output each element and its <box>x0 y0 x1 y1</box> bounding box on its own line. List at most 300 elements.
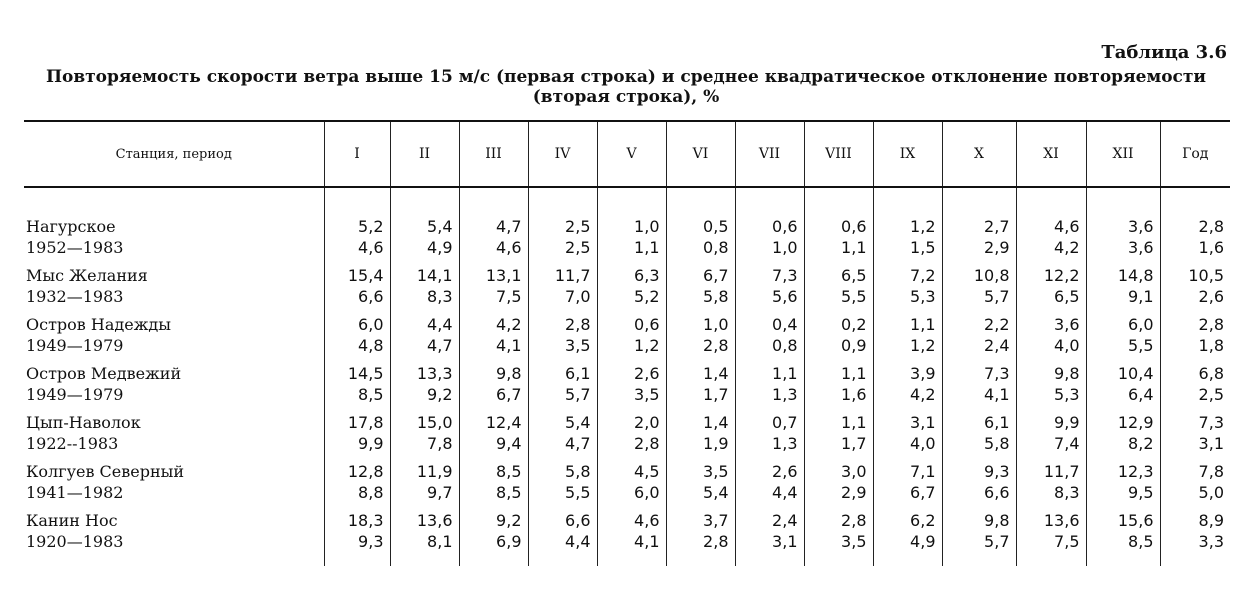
std-deviation-value: 6,6 <box>984 483 1010 502</box>
value-cell <box>1016 361 1086 410</box>
month-header: VI <box>666 121 735 187</box>
std-deviation-value: 2,8 <box>634 434 660 453</box>
frequency-value: 13,6 <box>1043 511 1080 530</box>
month-header: V <box>597 121 666 187</box>
month-header: II <box>390 121 459 187</box>
std-deviation-value: 4,4 <box>772 483 798 502</box>
station-name: Колгуев Северный <box>26 462 185 481</box>
value-cell <box>597 263 666 312</box>
std-deviation-value: 2,9 <box>984 238 1010 257</box>
station-name: Остров Надежды <box>26 315 172 334</box>
station-row <box>24 263 1230 312</box>
std-deviation-value: 6,6 <box>358 287 384 306</box>
frequency-value: 9,2 <box>496 511 522 530</box>
value-cell <box>735 508 804 566</box>
station-row <box>24 410 1230 459</box>
value-cell <box>1086 508 1160 566</box>
value-cell <box>390 459 459 508</box>
value-cell <box>1086 410 1160 459</box>
frequency-value: 4,6 <box>1054 217 1080 236</box>
value-cell <box>735 410 804 459</box>
frequency-value: 4,6 <box>634 511 660 530</box>
std-deviation-value: 8,5 <box>1128 532 1154 551</box>
value-cell <box>804 263 873 312</box>
frequency-value: 13,1 <box>485 266 522 285</box>
frequency-value: 9,8 <box>496 364 522 383</box>
std-deviation-value: 6,7 <box>910 483 936 502</box>
std-deviation-value: 4,0 <box>1054 336 1080 355</box>
frequency-value: 3,5 <box>703 462 729 481</box>
std-deviation-value: 8,3 <box>1054 483 1080 502</box>
std-deviation-value: 1,9 <box>703 434 729 453</box>
std-deviation-value: 9,2 <box>427 385 453 404</box>
std-deviation-value: 5,7 <box>984 287 1010 306</box>
frequency-value: 3,1 <box>910 413 936 432</box>
frequency-value: 17,8 <box>347 413 384 432</box>
value-cell <box>873 312 942 361</box>
frequency-value: 1,1 <box>910 315 936 334</box>
frequency-value: 6,0 <box>1128 315 1154 334</box>
value-cell <box>1086 459 1160 508</box>
frequency-value: 7,3 <box>1198 413 1224 432</box>
value-cell <box>804 312 873 361</box>
std-deviation-value: 6,9 <box>496 532 522 551</box>
value-cell <box>804 508 873 566</box>
std-deviation-value: 2,4 <box>984 336 1010 355</box>
std-deviation-value: 4,9 <box>427 238 453 257</box>
value-cell <box>1160 263 1230 312</box>
std-deviation-value: 0,8 <box>703 238 729 257</box>
std-deviation-value: 5,7 <box>565 385 591 404</box>
frequency-value: 5,4 <box>565 413 591 432</box>
value-cell <box>390 187 459 263</box>
table-number: Таблица 3.6 <box>1101 42 1227 63</box>
station-row <box>24 361 1230 410</box>
value-cell <box>390 361 459 410</box>
month-header: XI <box>1016 121 1086 187</box>
frequency-value: 6,7 <box>703 266 729 285</box>
month-header: III <box>459 121 528 187</box>
frequency-value: 0,2 <box>841 315 867 334</box>
frequency-value: 11,7 <box>554 266 591 285</box>
station-period: 1920—1983 <box>26 532 124 551</box>
std-deviation-value: 2,8 <box>703 336 729 355</box>
value-cell <box>390 312 459 361</box>
frequency-value: 3,6 <box>1054 315 1080 334</box>
month-header: X <box>942 121 1016 187</box>
std-deviation-value: 3,5 <box>841 532 867 551</box>
station-row <box>24 508 1230 566</box>
value-cell <box>1160 312 1230 361</box>
value-cell <box>324 508 390 566</box>
value-cell <box>597 410 666 459</box>
std-deviation-value: 7,5 <box>1054 532 1080 551</box>
std-deviation-value: 9,1 <box>1128 287 1154 306</box>
frequency-value: 15,0 <box>416 413 453 432</box>
frequency-value: 4,7 <box>496 217 522 236</box>
value-cell <box>459 361 528 410</box>
value-cell <box>459 459 528 508</box>
month-header: XII <box>1086 121 1160 187</box>
station-row <box>24 187 1230 263</box>
frequency-value: 11,9 <box>416 462 453 481</box>
std-deviation-value: 5,5 <box>841 287 867 306</box>
value-cell <box>666 361 735 410</box>
frequency-value: 12,4 <box>485 413 522 432</box>
frequency-value: 14,1 <box>416 266 453 285</box>
std-deviation-value: 7,4 <box>1054 434 1080 453</box>
frequency-value: 11,7 <box>1043 462 1080 481</box>
frequency-value: 0,6 <box>772 217 798 236</box>
value-cell <box>1016 187 1086 263</box>
station-period: 1949—1979 <box>26 336 124 355</box>
value-cell <box>804 361 873 410</box>
value-cell <box>597 508 666 566</box>
value-cell <box>942 361 1016 410</box>
frequency-value: 2,6 <box>634 364 660 383</box>
std-deviation-value: 1,7 <box>841 434 867 453</box>
std-deviation-value: 4,1 <box>984 385 1010 404</box>
value-cell <box>324 312 390 361</box>
std-deviation-value: 3,3 <box>1198 532 1224 551</box>
value-cell <box>666 410 735 459</box>
std-deviation-value: 2,8 <box>703 532 729 551</box>
value-cell <box>1086 187 1160 263</box>
std-deviation-value: 2,6 <box>1198 287 1224 306</box>
std-deviation-value: 1,1 <box>634 238 660 257</box>
value-cell <box>735 312 804 361</box>
value-cell <box>804 187 873 263</box>
std-deviation-value: 5,3 <box>910 287 936 306</box>
frequency-value: 2,5 <box>565 217 591 236</box>
std-deviation-value: 4,0 <box>910 434 936 453</box>
frequency-value: 2,8 <box>1198 315 1224 334</box>
std-deviation-value: 2,5 <box>1198 385 1224 404</box>
value-cell <box>804 459 873 508</box>
value-cell <box>873 410 942 459</box>
frequency-value: 0,5 <box>703 217 729 236</box>
frequency-value: 6,1 <box>565 364 591 383</box>
std-deviation-value: 8,3 <box>427 287 453 306</box>
value-cell <box>597 187 666 263</box>
value-cell <box>666 263 735 312</box>
std-deviation-value: 4,4 <box>565 532 591 551</box>
station-cell <box>24 508 324 566</box>
frequency-value: 2,8 <box>1198 217 1224 236</box>
frequency-value: 1,0 <box>703 315 729 334</box>
value-cell <box>459 508 528 566</box>
std-deviation-value: 4,7 <box>565 434 591 453</box>
value-cell <box>324 187 390 263</box>
std-deviation-value: 4,6 <box>358 238 384 257</box>
frequency-value: 1,0 <box>634 217 660 236</box>
std-deviation-value: 9,4 <box>496 434 522 453</box>
std-deviation-value: 4,6 <box>496 238 522 257</box>
std-deviation-value: 4,1 <box>634 532 660 551</box>
value-cell <box>942 312 1016 361</box>
std-deviation-value: 5,8 <box>984 434 1010 453</box>
value-cell <box>942 459 1016 508</box>
value-cell <box>666 312 735 361</box>
value-cell <box>1160 410 1230 459</box>
value-cell <box>735 263 804 312</box>
year-header: Год <box>1160 121 1230 187</box>
frequency-value: 1,1 <box>841 364 867 383</box>
station-period: 1941—1982 <box>26 483 124 502</box>
station-cell <box>24 459 324 508</box>
frequency-value: 10,8 <box>973 266 1010 285</box>
frequency-value: 7,3 <box>984 364 1010 383</box>
frequency-value: 0,6 <box>841 217 867 236</box>
value-cell <box>324 361 390 410</box>
value-cell <box>528 187 597 263</box>
station-cell <box>24 263 324 312</box>
value-cell <box>1086 312 1160 361</box>
std-deviation-value: 6,5 <box>1054 287 1080 306</box>
value-cell <box>528 410 597 459</box>
frequency-value: 12,2 <box>1043 266 1080 285</box>
value-cell <box>1016 312 1086 361</box>
station-name: Мыс Желания <box>26 266 148 285</box>
value-cell <box>390 508 459 566</box>
frequency-value: 14,8 <box>1117 266 1154 285</box>
frequency-value: 10,5 <box>1188 266 1224 285</box>
value-cell <box>528 508 597 566</box>
value-cell <box>873 508 942 566</box>
frequency-value: 12,8 <box>347 462 384 481</box>
std-deviation-value: 1,6 <box>1198 238 1224 257</box>
std-deviation-value: 2,5 <box>565 238 591 257</box>
station-cell <box>24 361 324 410</box>
std-deviation-value: 9,7 <box>427 483 453 502</box>
value-cell <box>1160 508 1230 566</box>
std-deviation-value: 4,7 <box>427 336 453 355</box>
std-deviation-value: 3,6 <box>1128 238 1154 257</box>
frequency-value: 18,3 <box>347 511 384 530</box>
frequency-value: 2,0 <box>634 413 660 432</box>
std-deviation-value: 4,8 <box>358 336 384 355</box>
caption-line-2: (вторая строка), % <box>532 87 720 107</box>
value-cell <box>459 263 528 312</box>
frequency-value: 1,4 <box>703 364 729 383</box>
std-deviation-value: 8,5 <box>496 483 522 502</box>
std-deviation-value: 8,5 <box>358 385 384 404</box>
value-cell <box>1086 263 1160 312</box>
value-cell <box>459 187 528 263</box>
station-period: 1952—1983 <box>26 238 124 257</box>
value-cell <box>735 187 804 263</box>
std-deviation-value: 5,6 <box>772 287 798 306</box>
station-period: 1932—1983 <box>26 287 124 306</box>
station-name: Остров Медвежий <box>26 364 182 383</box>
std-deviation-value: 1,7 <box>703 385 729 404</box>
value-cell <box>1160 459 1230 508</box>
value-cell <box>666 187 735 263</box>
std-deviation-value: 5,4 <box>703 483 729 502</box>
month-header: VIII <box>804 121 873 187</box>
std-deviation-value: 0,8 <box>772 336 798 355</box>
value-cell <box>597 361 666 410</box>
frequency-value: 0,4 <box>772 315 798 334</box>
frequency-value: 8,5 <box>496 462 522 481</box>
std-deviation-value: 6,0 <box>634 483 660 502</box>
value-cell <box>459 410 528 459</box>
value-cell <box>666 508 735 566</box>
frequency-value: 3,7 <box>703 511 729 530</box>
std-deviation-value: 6,7 <box>496 385 522 404</box>
value-cell <box>1016 263 1086 312</box>
value-cell <box>804 410 873 459</box>
value-cell <box>324 410 390 459</box>
frequency-value: 8,9 <box>1198 511 1224 530</box>
value-cell <box>390 263 459 312</box>
station-period: 1949—1979 <box>26 385 124 404</box>
frequency-value: 0,7 <box>772 413 798 432</box>
value-cell <box>597 312 666 361</box>
frequency-value: 0,6 <box>634 315 660 334</box>
station-row <box>24 459 1230 508</box>
frequency-value: 1,2 <box>910 217 936 236</box>
frequency-value: 5,8 <box>565 462 591 481</box>
value-cell <box>873 361 942 410</box>
std-deviation-value: 5,8 <box>703 287 729 306</box>
frequency-value: 7,1 <box>910 462 936 481</box>
table-caption <box>22 67 1230 107</box>
station-name: Цып-Наволок <box>26 413 141 432</box>
std-deviation-value: 3,1 <box>1198 434 1224 453</box>
month-header: IV <box>528 121 597 187</box>
station-period: 1922--1983 <box>26 434 119 453</box>
std-deviation-value: 5,7 <box>984 532 1010 551</box>
frequency-value: 2,8 <box>565 315 591 334</box>
std-deviation-value: 1,0 <box>772 238 798 257</box>
value-cell <box>528 312 597 361</box>
std-deviation-value: 8,2 <box>1128 434 1154 453</box>
frequency-value: 15,4 <box>347 266 384 285</box>
frequency-value: 2,6 <box>772 462 798 481</box>
value-cell <box>942 410 1016 459</box>
std-deviation-value: 7,5 <box>496 287 522 306</box>
std-deviation-value: 3,5 <box>634 385 660 404</box>
std-deviation-value: 2,9 <box>841 483 867 502</box>
frequency-value: 9,8 <box>984 511 1010 530</box>
frequency-value: 7,3 <box>772 266 798 285</box>
std-deviation-value: 1,2 <box>910 336 936 355</box>
std-deviation-value: 7,8 <box>427 434 453 453</box>
station-name: Канин Нос <box>26 511 118 530</box>
std-deviation-value: 1,5 <box>910 238 936 257</box>
frequency-value: 2,2 <box>984 315 1010 334</box>
wind-frequency-table <box>24 120 1230 566</box>
frequency-value: 1,1 <box>772 364 798 383</box>
value-cell <box>1086 361 1160 410</box>
value-cell <box>1160 187 1230 263</box>
frequency-value: 9,3 <box>984 462 1010 481</box>
std-deviation-value: 1,8 <box>1198 336 1224 355</box>
std-deviation-value: 9,9 <box>358 434 384 453</box>
station-period-header: Станция, период <box>24 121 324 187</box>
std-deviation-value: 1,1 <box>841 238 867 257</box>
frequency-value: 6,3 <box>634 266 660 285</box>
value-cell <box>324 459 390 508</box>
std-deviation-value: 6,4 <box>1128 385 1154 404</box>
frequency-value: 4,2 <box>496 315 522 334</box>
frequency-value: 14,5 <box>347 364 384 383</box>
value-cell <box>1016 508 1086 566</box>
frequency-value: 9,9 <box>1054 413 1080 432</box>
value-cell <box>942 263 1016 312</box>
value-cell <box>528 361 597 410</box>
frequency-value: 15,6 <box>1117 511 1154 530</box>
value-cell <box>942 187 1016 263</box>
std-deviation-value: 4,2 <box>910 385 936 404</box>
value-cell <box>1016 459 1086 508</box>
header-row <box>24 121 1230 187</box>
frequency-value: 3,9 <box>910 364 936 383</box>
std-deviation-value: 3,1 <box>772 532 798 551</box>
frequency-value: 10,4 <box>1117 364 1154 383</box>
frequency-value: 2,4 <box>772 511 798 530</box>
station-row <box>24 312 1230 361</box>
value-cell <box>873 459 942 508</box>
value-cell <box>735 361 804 410</box>
value-cell <box>1016 410 1086 459</box>
table-body <box>24 187 1230 566</box>
frequency-value: 6,8 <box>1198 364 1224 383</box>
std-deviation-value: 4,1 <box>496 336 522 355</box>
frequency-value: 6,6 <box>565 511 591 530</box>
std-deviation-value: 1,3 <box>772 434 798 453</box>
value-cell <box>597 459 666 508</box>
std-deviation-value: 1,3 <box>772 385 798 404</box>
value-cell <box>873 187 942 263</box>
frequency-value: 1,1 <box>841 413 867 432</box>
value-cell <box>324 263 390 312</box>
frequency-value: 6,0 <box>358 315 384 334</box>
std-deviation-value: 0,9 <box>841 336 867 355</box>
std-deviation-value: 8,8 <box>358 483 384 502</box>
value-cell <box>942 508 1016 566</box>
frequency-value: 13,3 <box>416 364 453 383</box>
value-cell <box>873 263 942 312</box>
frequency-value: 9,8 <box>1054 364 1080 383</box>
frequency-value: 6,5 <box>841 266 867 285</box>
frequency-value: 12,9 <box>1117 413 1154 432</box>
station-cell <box>24 312 324 361</box>
frequency-value: 3,6 <box>1128 217 1154 236</box>
std-deviation-value: 5,5 <box>565 483 591 502</box>
month-header: VII <box>735 121 804 187</box>
std-deviation-value: 7,0 <box>565 287 591 306</box>
std-deviation-value: 5,3 <box>1054 385 1080 404</box>
std-deviation-value: 1,2 <box>634 336 660 355</box>
std-deviation-value: 1,6 <box>841 385 867 404</box>
value-cell <box>735 459 804 508</box>
std-deviation-value: 9,5 <box>1128 483 1154 502</box>
frequency-value: 2,7 <box>984 217 1010 236</box>
frequency-value: 6,2 <box>910 511 936 530</box>
std-deviation-value: 5,2 <box>634 287 660 306</box>
value-cell <box>666 459 735 508</box>
value-cell <box>390 410 459 459</box>
std-deviation-value: 3,5 <box>565 336 591 355</box>
std-deviation-value: 5,0 <box>1198 483 1224 502</box>
month-header: I <box>324 121 390 187</box>
station-cell <box>24 410 324 459</box>
month-header: IX <box>873 121 942 187</box>
value-cell <box>528 459 597 508</box>
frequency-value: 6,1 <box>984 413 1010 432</box>
